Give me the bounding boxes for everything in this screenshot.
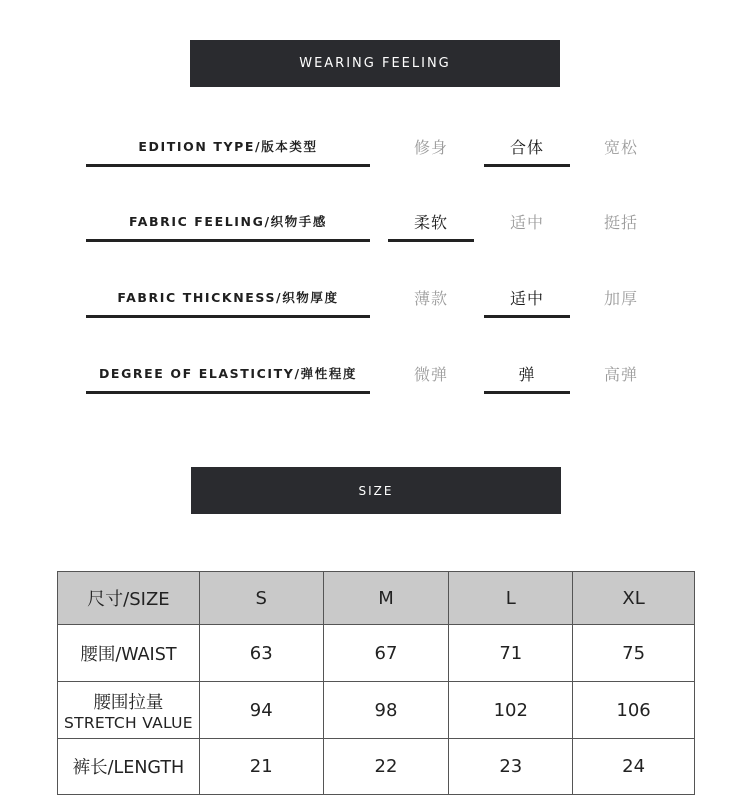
header-cell-size: 尺寸/SIZE xyxy=(58,572,200,625)
option-slight-stretch: 微弹 xyxy=(413,364,448,384)
option-moderate: 适中 xyxy=(509,212,544,232)
table-row-waist xyxy=(58,625,695,682)
option-thick: 加厚 xyxy=(603,288,638,308)
feeling-row-edition-type xyxy=(0,128,750,168)
header-cell-m: M xyxy=(323,572,449,625)
label-underline xyxy=(86,391,370,394)
option-moderate-selected: 适中 xyxy=(484,279,570,315)
table-cell: 67 xyxy=(323,625,449,682)
table-row-stretch-value xyxy=(58,682,695,739)
row-label-length: 裤长/LENGTH xyxy=(58,739,200,795)
table-cell: 106 xyxy=(573,682,695,739)
table-cell: 63 xyxy=(199,625,323,682)
table-header-row xyxy=(58,572,695,625)
header-cell-l: L xyxy=(449,572,573,625)
wearing-feeling-banner xyxy=(190,40,560,87)
table-row-length xyxy=(58,739,695,795)
label-underline xyxy=(86,315,370,318)
size-table xyxy=(57,571,695,795)
option-regular-selected: 合体 xyxy=(484,128,570,164)
table-cell: 102 xyxy=(449,682,573,739)
size-banner xyxy=(191,467,561,514)
feeling-row-fabric-feeling xyxy=(0,203,750,243)
option-soft-selected: 柔软 xyxy=(388,203,474,239)
table-cell: 23 xyxy=(449,739,573,795)
feeling-label: FABRIC FEELING/织物手感 xyxy=(128,214,328,229)
option-stiff: 挺括 xyxy=(603,212,638,232)
option-slim: 修身 xyxy=(413,137,448,157)
table-cell: 71 xyxy=(449,625,573,682)
row-label-waist: 腰围/WAIST xyxy=(58,625,200,682)
feeling-row-fabric-thickness xyxy=(0,279,750,319)
feeling-label: FABRIC THICKNESS/织物厚度 xyxy=(117,290,339,305)
wearing-feeling-title: WEARING FEELING xyxy=(299,56,451,71)
row-label-stretch-value xyxy=(58,682,200,739)
label-underline xyxy=(86,239,370,242)
row-label-line2: STRETCH VALUE xyxy=(63,713,193,732)
option-stretch-selected: 弹 xyxy=(484,355,570,391)
table-cell: 24 xyxy=(573,739,695,795)
feeling-label: DEGREE OF ELASTICITY/弹性程度 xyxy=(98,366,358,381)
option-high-stretch: 高弹 xyxy=(603,364,638,384)
label-underline xyxy=(86,164,370,167)
size-title: SIZE xyxy=(358,483,394,498)
table-cell: 21 xyxy=(199,739,323,795)
table-cell: 94 xyxy=(199,682,323,739)
row-label-line1: 腰围拉量 xyxy=(93,692,164,713)
table-cell: 98 xyxy=(323,682,449,739)
feeling-row-elasticity xyxy=(0,355,750,395)
table-cell: 22 xyxy=(323,739,449,795)
feeling-label: EDITION TYPE/版本类型 xyxy=(138,139,318,154)
option-loose: 宽松 xyxy=(603,137,638,157)
table-cell: 75 xyxy=(573,625,695,682)
option-thin: 薄款 xyxy=(413,288,448,308)
header-cell-xl: XL xyxy=(573,572,695,625)
header-cell-s: S xyxy=(199,572,323,625)
